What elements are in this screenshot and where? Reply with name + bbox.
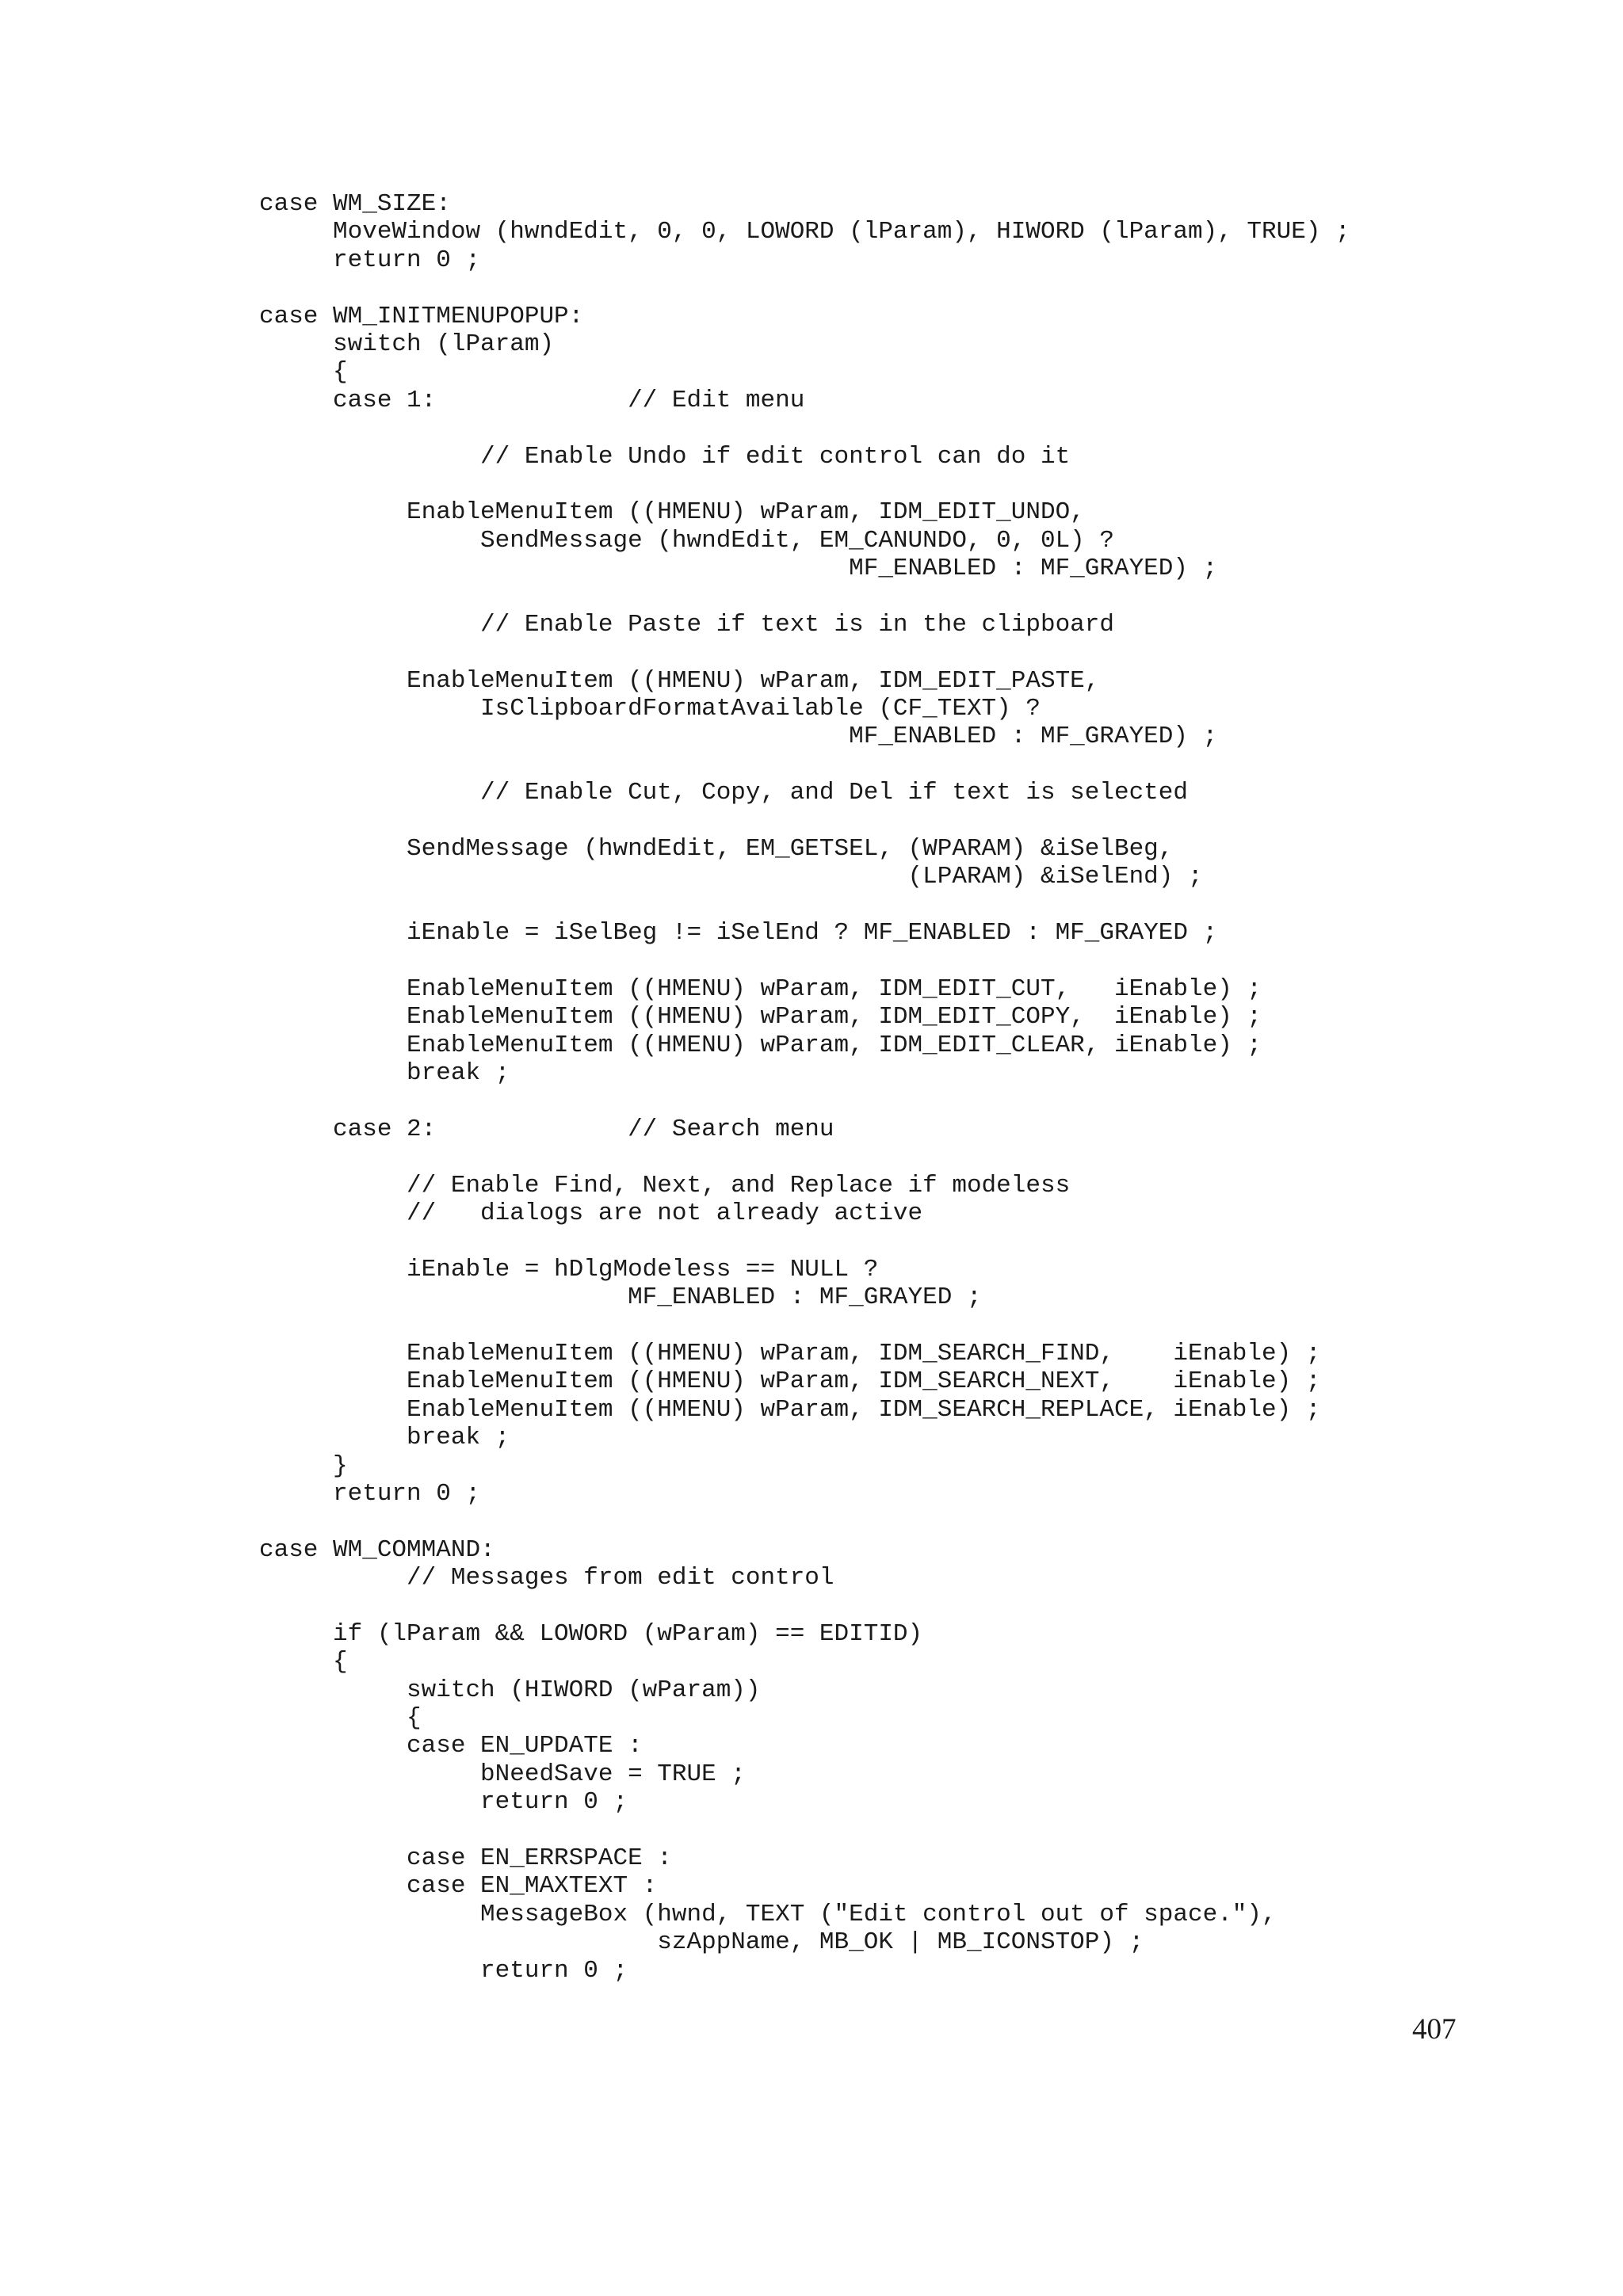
code-line: { xyxy=(259,358,348,387)
code-line: EnableMenuItem ((HMENU) wParam, IDM_EDIT_COPY, iEnable) ; xyxy=(259,1003,1262,1032)
code-line: iEnable = hDlgModeless == NULL ? xyxy=(259,1255,879,1283)
code-line: MF_ENABLED : MF_GRAYED) ; xyxy=(259,723,1218,751)
code-line: MoveWindow (hwndEdit, 0, 0, LOWORD (lParam), HIWORD (lParam), TRUE) ; xyxy=(259,218,1350,246)
code-line: MessageBox (hwnd, TEXT ("Edit control out of space."), xyxy=(259,1900,1277,1928)
code-line: { xyxy=(259,1704,422,1733)
page-number: 407 xyxy=(1412,2013,1457,2046)
code-line: case EN_UPDATE : xyxy=(259,1732,643,1760)
code-line xyxy=(259,1227,1606,1255)
code-line: // Enable Undo if edit control can do it xyxy=(259,442,1071,471)
code-line xyxy=(259,751,1606,779)
code-line: case 2: // Search menu xyxy=(259,1115,834,1143)
code-line: EnableMenuItem ((HMENU) wParam, IDM_EDIT_CLEAR, iEnable) ; xyxy=(259,1031,1262,1059)
code-line: EnableMenuItem ((HMENU) wParam, IDM_EDIT_PASTE, xyxy=(259,666,1100,695)
code-line: return 0 ; xyxy=(259,1956,628,1985)
code-line: szAppName, MB_OK | MB_ICONSTOP) ; xyxy=(259,1928,1144,1957)
code-line: case WM_COMMAND: xyxy=(259,1535,495,1564)
code-line: EnableMenuItem ((HMENU) wParam, IDM_SEARCH_NEXT, iEnable) ; xyxy=(259,1367,1321,1396)
code-line: break ; xyxy=(259,1424,510,1452)
code-line: return 0 ; xyxy=(259,1479,481,1508)
code-line: // Enable Paste if text is in the clipboard xyxy=(259,610,1114,639)
code-line: MF_ENABLED : MF_GRAYED ; xyxy=(259,1283,982,1312)
code-line: case EN_MAXTEXT : xyxy=(259,1872,658,1901)
code-line: case 1: // Edit menu xyxy=(259,386,805,414)
code-listing xyxy=(259,190,1606,1985)
code-line: MF_ENABLED : MF_GRAYED) ; xyxy=(259,555,1218,583)
code-line: EnableMenuItem ((HMENU) wParam, IDM_EDIT_UNDO, xyxy=(259,498,1085,527)
code-line: case EN_ERRSPACE : xyxy=(259,1844,672,1873)
code-line: // Enable Cut, Copy, and Del if text is selected xyxy=(259,779,1188,807)
code-line: if (lParam && LOWORD (wParam) == EDITID) xyxy=(259,1619,923,1648)
code-line: SendMessage (hwndEdit, EM_CANUNDO, 0, 0L) ? xyxy=(259,526,1114,555)
code-line: SendMessage (hwndEdit, EM_GETSEL, (WPARAM) &iSelBeg, xyxy=(259,834,1174,863)
code-line xyxy=(259,1312,1606,1340)
code-line xyxy=(259,274,1606,302)
code-line xyxy=(259,891,1606,919)
code-line: { xyxy=(259,1648,348,1676)
code-line xyxy=(259,1508,1606,1535)
code-line: return 0 ; xyxy=(259,246,481,274)
code-line xyxy=(259,582,1606,610)
code-line: } xyxy=(259,1451,348,1480)
code-line xyxy=(259,414,1606,442)
code-line xyxy=(259,948,1606,975)
code-line: // Enable Find, Next, and Replace if modeless xyxy=(259,1171,1071,1199)
code-line: EnableMenuItem ((HMENU) wParam, IDM_SEARCH_FIND, iEnable) ; xyxy=(259,1340,1321,1368)
code-line: case WM_INITMENUPOPUP: xyxy=(259,302,584,330)
code-line: iEnable = iSelBeg != iSelEnd ? MF_ENABLED : MF_GRAYED ; xyxy=(259,919,1218,948)
code-line xyxy=(259,639,1606,666)
code-line: EnableMenuItem ((HMENU) wParam, IDM_SEARCH_REPLACE, iEnable) ; xyxy=(259,1395,1321,1424)
code-line: // dialogs are not already active xyxy=(259,1199,923,1228)
code-line xyxy=(259,1592,1606,1620)
code-line xyxy=(259,1817,1606,1844)
code-line: IsClipboardFormatAvailable (CF_TEXT) ? xyxy=(259,695,1041,723)
code-line: switch (lParam) xyxy=(259,330,555,358)
code-line xyxy=(259,471,1606,498)
code-line: case WM_SIZE: xyxy=(259,190,451,218)
code-line xyxy=(259,1088,1606,1116)
code-line xyxy=(259,1143,1606,1171)
code-line: break ; xyxy=(259,1059,510,1088)
code-line xyxy=(259,807,1606,835)
code-line: switch (HIWORD (wParam)) xyxy=(259,1676,761,1704)
code-line: EnableMenuItem ((HMENU) wParam, IDM_EDIT_CUT, iEnable) ; xyxy=(259,974,1262,1003)
code-line: // Messages from edit control xyxy=(259,1564,834,1592)
code-line: return 0 ; xyxy=(259,1788,628,1817)
code-line: (LPARAM) &iSelEnd) ; xyxy=(259,863,1203,891)
code-line: bNeedSave = TRUE ; xyxy=(259,1760,746,1788)
